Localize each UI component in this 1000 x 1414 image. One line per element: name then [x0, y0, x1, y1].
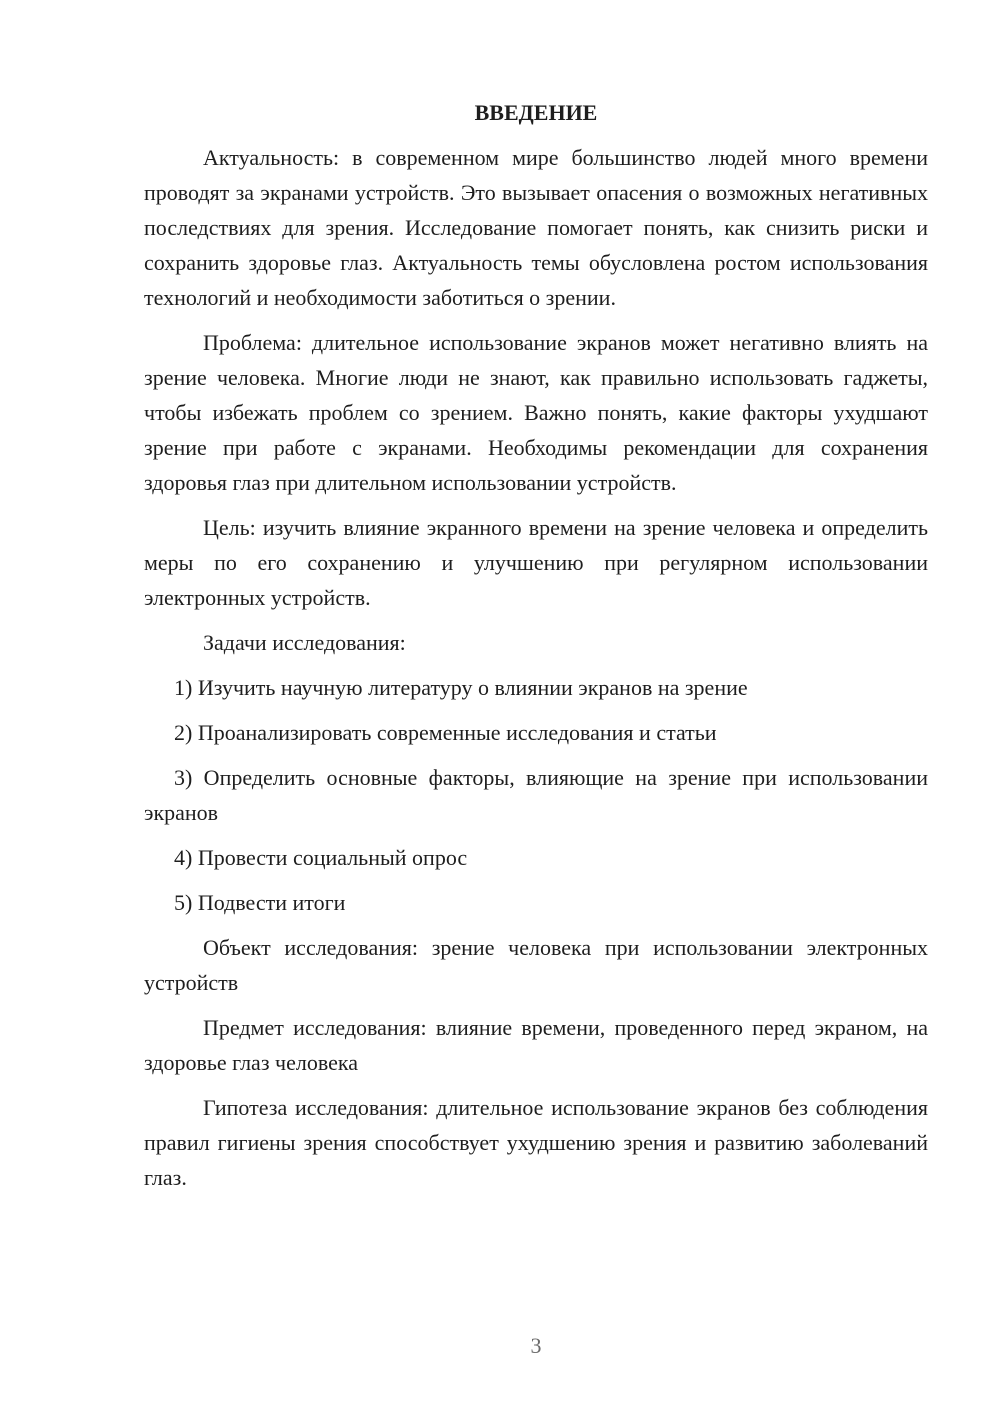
paragraph-subject: Предмет исследования: влияние времени, проведенного перед экраном, на здоровье глаз человека: [144, 1015, 928, 1075]
paragraph-tasks-heading: Задачи исследования:: [203, 630, 406, 655]
page-number: 3: [530, 1333, 542, 1358]
paragraph-hypothesis: Гипотеза исследования: длительное использование экранов без соблюдения правил гигиены зрения способствует ухудшению зрения и развитию заболеваний глаз.: [144, 1095, 928, 1190]
section-title: ВВЕДЕНИЕ: [474, 100, 598, 125]
paragraph-relevance: Актуальность: в современном мире большинство людей много времени проводят за экранами устройств. Это вызывает опасения о возможных негативных последствиях для зрения. Исследование помогает понять, как снизить риски и сохранить здоровье глаз. Актуальность темы обусловлена ростом использования технологий и необходимости заботиться о зрении.: [144, 145, 928, 310]
task-item-5: 5) Подвести итоги: [174, 890, 346, 915]
page-content: [144, 95, 928, 1205]
task-item-1: 1) Изучить научную литературу о влиянии экранов на зрение: [174, 675, 748, 700]
paragraph-goal: Цель: изучить влияние экранного времени на зрение человека и определить меры по его сохранению и улучшению при регулярном использовании электронных устройств.: [144, 515, 928, 610]
task-item-3: 3) Определить основные факторы, влияющие на зрение при использовании экранов: [144, 765, 928, 825]
paragraph-object: Объект исследования: зрение человека при использовании электронных устройств: [144, 935, 928, 995]
task-item-2: 2) Проанализировать современные исследования и статьи: [174, 720, 717, 745]
paragraph-problem: Проблема: длительное использование экранов может негативно влиять на зрение человека. Многие люди не знают, как правильно использовать гаджеты, чтобы избежать проблем со зрением. Важно понять, какие факторы ухудшают зрение при работе с экранами. Необходимы рекомендации для сохранения здоровья глаз при длительном использовании устройств.: [144, 330, 928, 495]
task-item-4: 4) Провести социальный опрос: [174, 845, 468, 870]
